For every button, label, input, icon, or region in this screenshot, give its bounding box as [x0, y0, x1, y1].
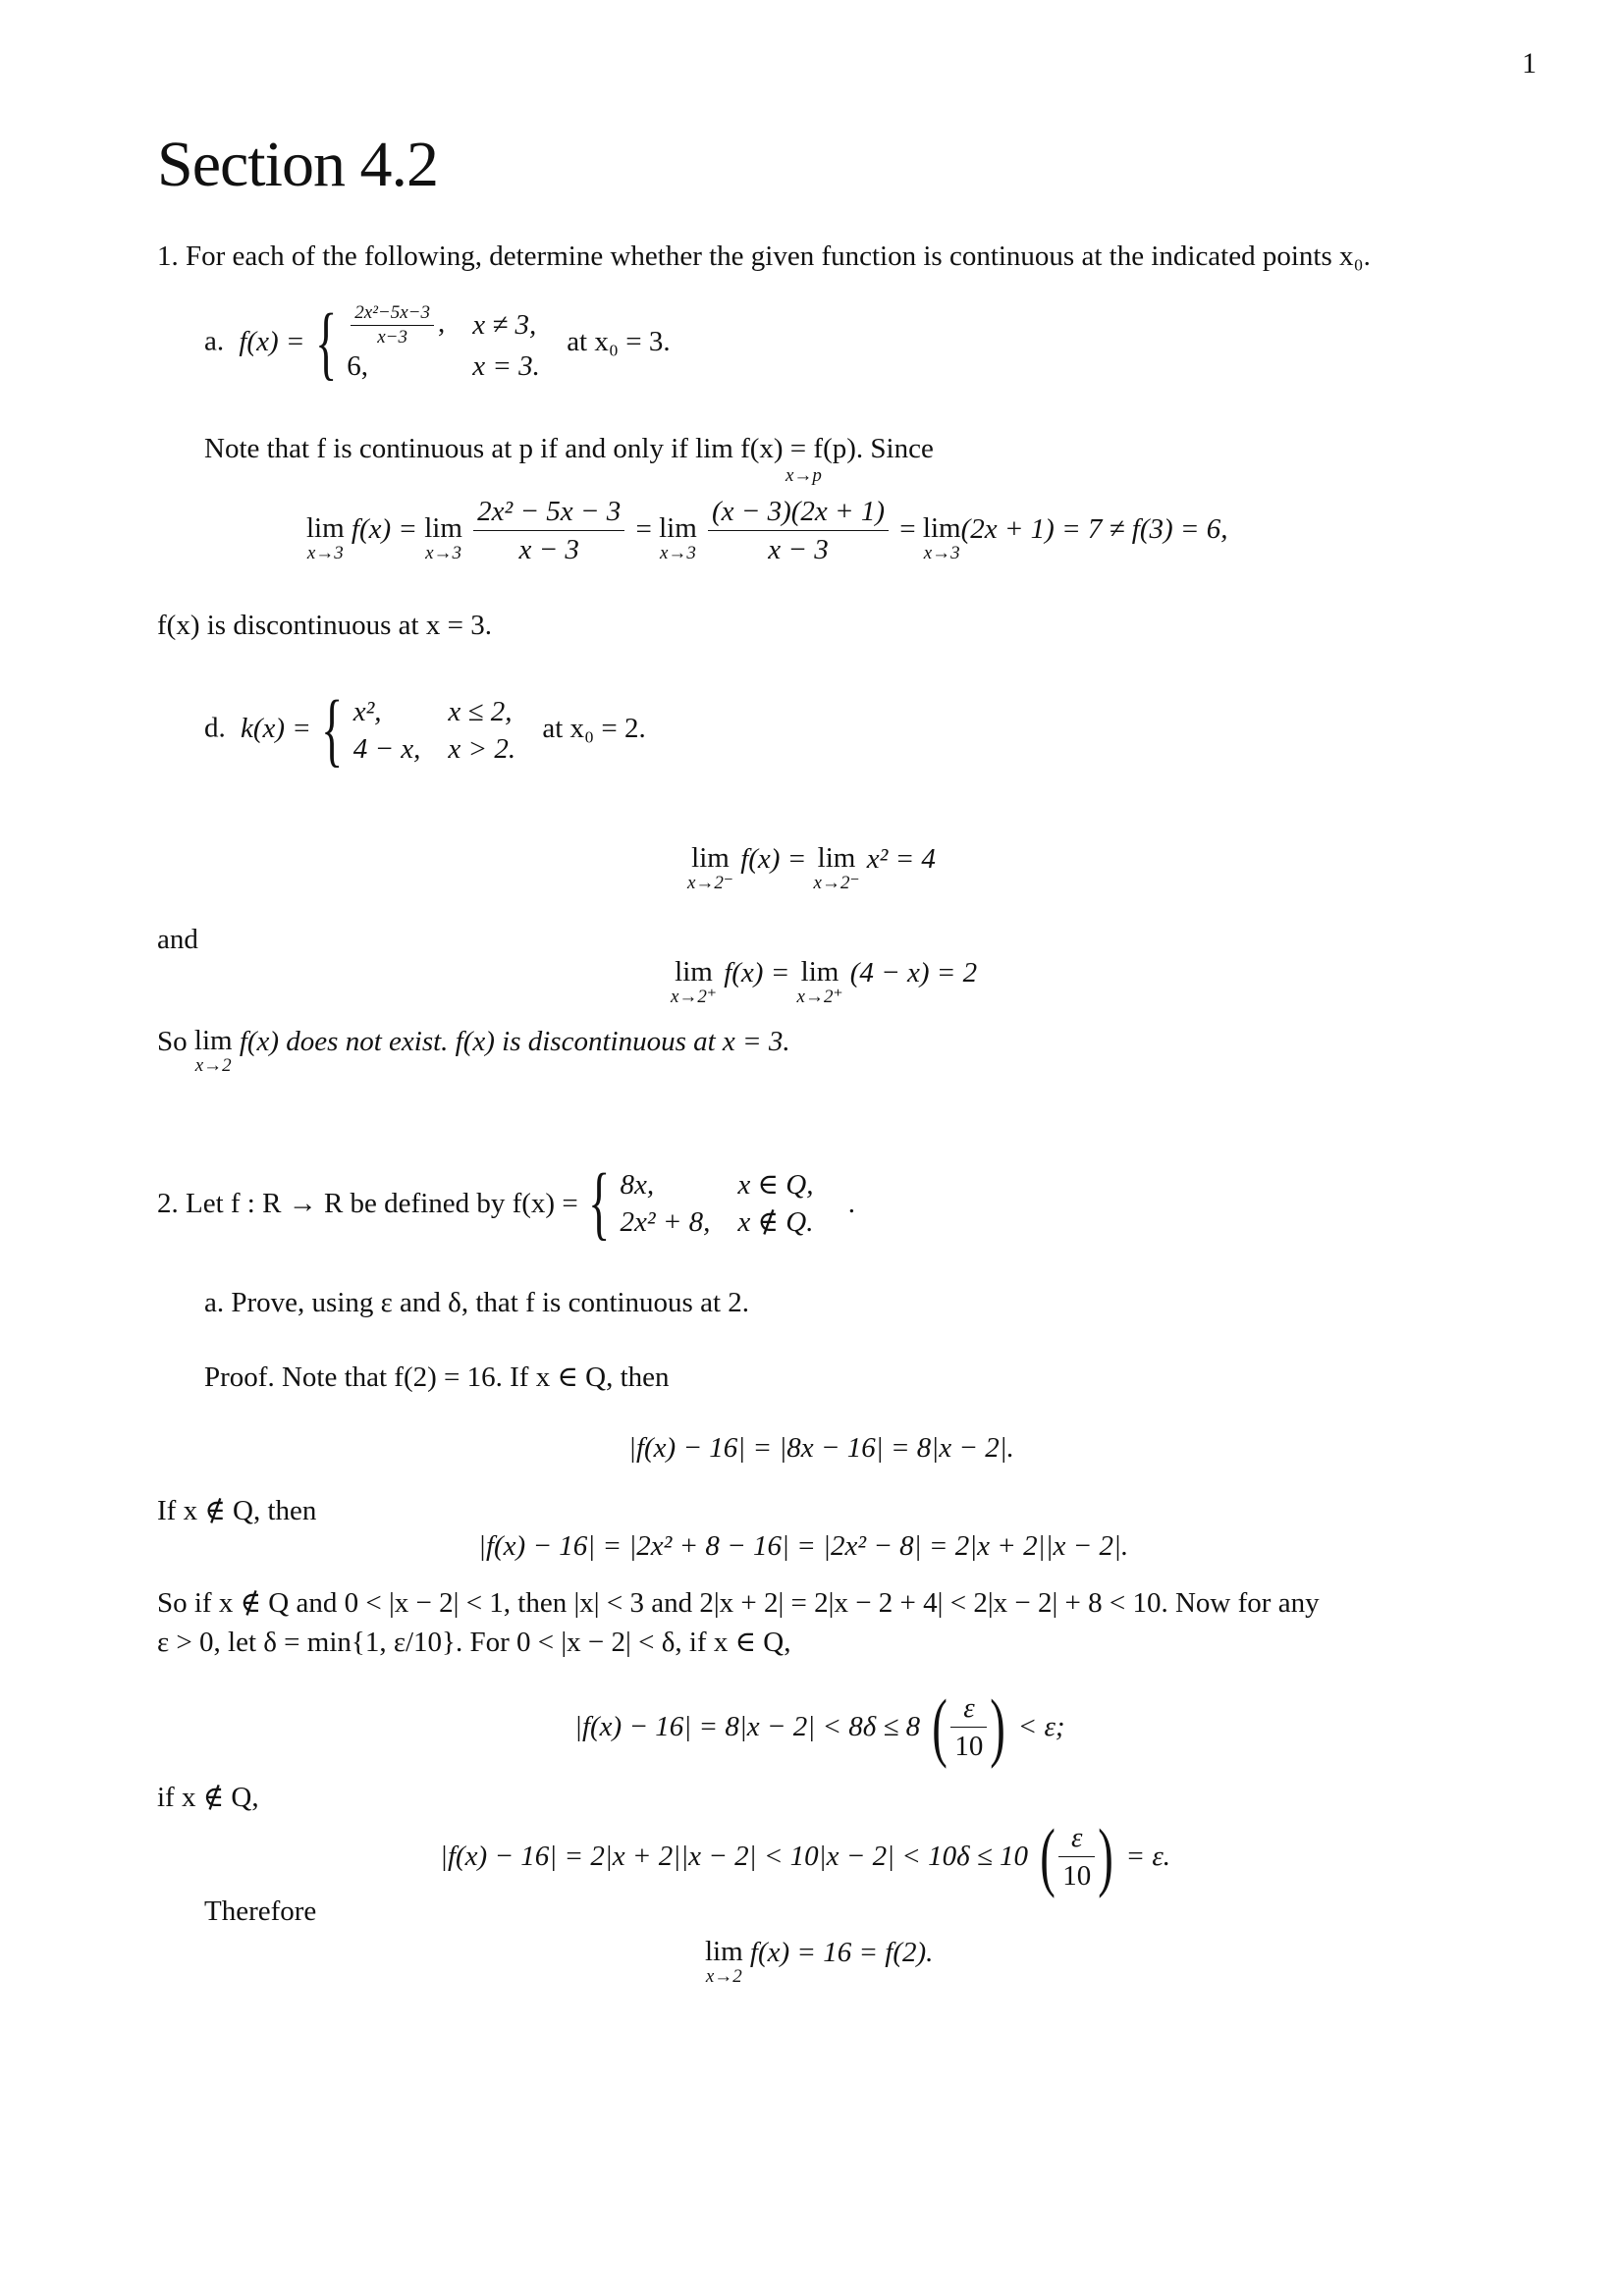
case1-expression: x²,: [352, 696, 382, 727]
case2-expression: 6,: [347, 349, 369, 382]
part-d-definition: [204, 684, 646, 775]
left-brace-icon: {: [588, 1157, 611, 1249]
therefore-label: Therefore: [204, 1896, 317, 1927]
bound-line-2: ε > 0, let δ = min{1, ε/10}. For 0 < |x − 2| < δ, if x ∈ Q,: [157, 1627, 791, 1658]
part-a-lhs: f(x) =: [239, 325, 305, 357]
page-number: 1: [1522, 47, 1537, 80]
part-a-derivation: lim x→3 f(x) = lim x→3 $\frac{\text{2x² − 5x − 3}}{x - 3}$ = lim x→3 $\frac{(x - 3)(2x + 1)}{x - 3}$ = lim x→3 (2x + 1) = 7 ≠ f(3) = 6,: [306, 496, 1228, 565]
part-d-conclusion: So lim x→2 f(x) does not exist. f(x) is discontinuous at x = 3.: [157, 1025, 790, 1076]
left-brace-icon: {: [314, 297, 337, 389]
case2-condition: x > 2.: [448, 733, 516, 765]
case1-condition: x ≠ 3,: [472, 309, 537, 341]
bound-line-1: So if x ∉ Q and 0 < |x − 2| < 1, then |x| < 3 and 2|x + 2| = 2|x − 2 + 4| < 2|x − 2| + 8 < 10. Now for any: [157, 1587, 1320, 1619]
problem-2-cases: 8x, x ∈ Q, 2x² + 8, x ∉ Q.: [620, 1169, 814, 1238]
case1-fraction: $\frac{\text{2x²−5x−3}}{x-3}$: [351, 303, 434, 347]
final-limit: lim x→2 f(x) = 16 = f(2).: [705, 1936, 934, 1987]
part-d-cases: [353, 693, 543, 768]
eq-rational: |f(x) − 16| = |8x − 16| = 8|x − 2|.: [628, 1432, 1014, 1464]
eq-eps-irrational: |f(x) − 16| = 2|x + 2||x − 2| < 10|x − 2| < 10δ ≤ 10 ( $\frac{\varepsilon}{10}$ ) = ε.: [440, 1813, 1170, 1898]
eq-eps-rational: |f(x) − 16| = 8|x − 2| < 8δ ≤ 8 ( $\frac{\varepsilon}{10}$ ) < ε;: [574, 1683, 1065, 1769]
case2-expression: 4 − x,: [352, 733, 421, 765]
paren-right: ): [990, 1683, 1006, 1769]
part-a-at-point: at x₀ = 3.: [567, 325, 671, 357]
problem-1-statement: 1. For each of the following, determine whether the given function is continuous at the indicated points x₀.: [157, 240, 1371, 272]
part-d-label: d.: [204, 712, 226, 744]
note-limit-subscript: x→p: [785, 465, 822, 486]
case2-condition: x = 3.: [472, 349, 540, 382]
eq-irrational: |f(x) − 16| = |2x² + 8 − 16| = |2x² − 8| = 2|x + 2||x − 2|.: [478, 1530, 1129, 1562]
part-a-conclusion: f(x) is discontinuous at x = 3.: [157, 610, 492, 641]
continuity-note: [204, 432, 934, 465]
proof-intro: Proof. Note that f(2) = 16. If x ∈ Q, then: [204, 1362, 670, 1393]
left-brace-icon: {: [321, 684, 344, 775]
part-a-label: a.: [204, 325, 225, 357]
part-a-cases: $\frac{\text{2x²−5x−3}}{x-3}$ , x ≠ 3, 6, x = 3.: [347, 303, 568, 385]
part-a-definition: [204, 297, 671, 389]
paren-left: (: [1040, 1813, 1056, 1898]
connector-and: and: [157, 924, 198, 955]
part-d-lhs: k(x) =: [241, 712, 311, 744]
right-limit: lim x→2⁺ f(x) = lim x→2⁺ (4 − x) = 2: [671, 956, 978, 1007]
irrational-case-label: if x ∉ Q,: [157, 1782, 259, 1813]
note-text: Note that f is continuous at p if and only if lim f(x) = f(p). Since: [204, 433, 934, 464]
section-title: Section 4.2: [157, 129, 438, 200]
case1-condition: x ≤ 2,: [448, 696, 513, 727]
paren-left: (: [932, 1683, 948, 1769]
part-2a-prompt: a. Prove, using ε and δ, that f is continuous at 2.: [204, 1287, 750, 1318]
part-d-at-point: at x₀ = 2.: [542, 712, 646, 744]
irrational-intro: If x ∉ Q, then: [157, 1495, 317, 1526]
left-limit: lim x→2⁻ f(x) = lim x→2⁻ x² = 4: [687, 842, 936, 893]
paren-right: ): [1098, 1813, 1114, 1898]
problem-2-statement: 2. Let f : R → R be defined by f(x) = { 8x, x ∈ Q, 2x² + 8, x ∉ Q. .: [157, 1157, 855, 1249]
